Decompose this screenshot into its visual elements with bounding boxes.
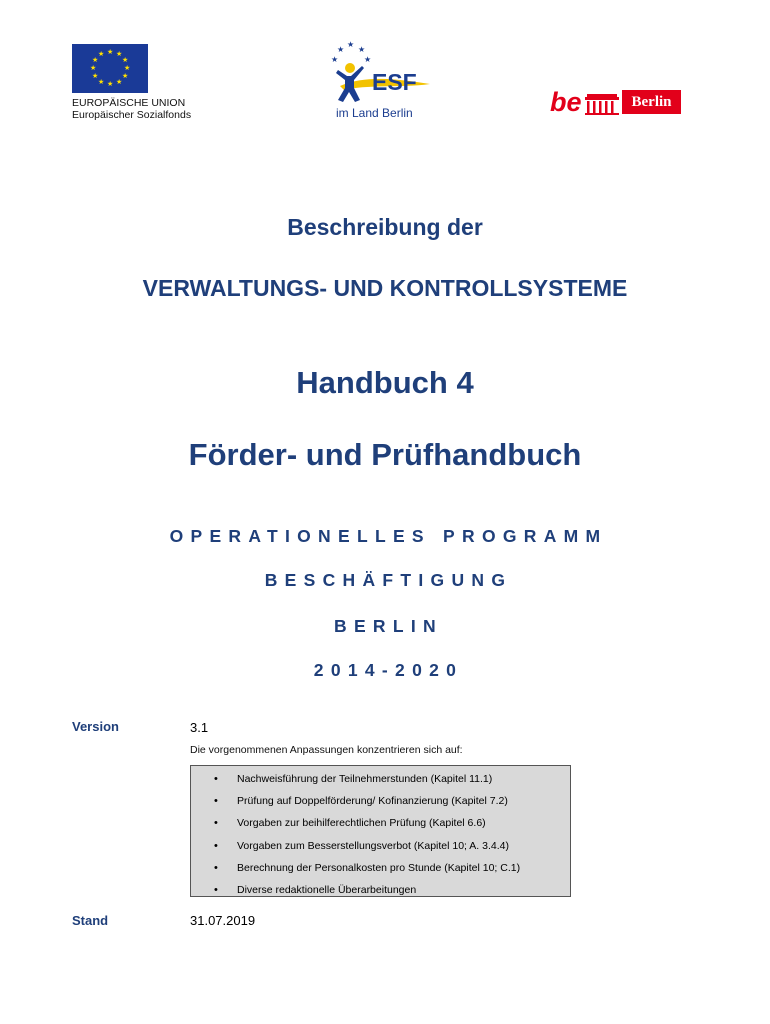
esf-logo [318, 40, 442, 128]
stand-label: Stand [72, 913, 109, 928]
change-text: Vorgaben zur beihilferechtlichen Prüfung (Kapitel 6.6) [237, 817, 486, 830]
svg-text:★: ★ [364, 55, 372, 64]
title-line2: VERWALTUNGS- UND KONTROLLSYSTEME [142, 275, 628, 301]
change-text: Berechnung der Personalkosten pro Stunde (Kapitel 10; C.1) [237, 861, 521, 874]
version-label: Version [72, 719, 119, 734]
version-value: 3.1 [190, 720, 209, 735]
program-period: 2014-2020 [313, 660, 464, 680]
handbook-title: Förder- und Prüfhandbuch [188, 437, 582, 472]
change-text: Diverse redaktionelle Überarbeitungen [237, 883, 417, 896]
eu-logo [72, 44, 242, 121]
program-name: OPERATIONELLES PROGRAMM [169, 526, 608, 546]
version-note: Die vorgenommenen Anpassungen konzentrieren sich auf: [190, 744, 463, 756]
berlin-wordmark: Berlin [622, 90, 681, 114]
list-item [191, 812, 570, 834]
changes-box [190, 765, 571, 897]
bullet-icon: • [214, 795, 218, 808]
change-text: Prüfung auf Doppelförderung/ Kofinanzierung (Kapitel 7.2) [237, 795, 508, 808]
stand-date: 31.07.2019 [190, 913, 256, 928]
svg-text:★: ★ [358, 45, 366, 54]
change-text: Nachweisführung der Teilnehmerstunden (Kapitel 11.1) [237, 773, 493, 785]
eu-logo-line1: EUROPÄISCHE UNION [72, 97, 186, 109]
esf-subtitle: im Land Berlin [336, 106, 413, 120]
svg-text:★: ★ [331, 55, 339, 64]
changes-list [191, 766, 570, 901]
change-text: Vorgaben zum Besserstellungsverbot (Kapitel 10; A. 3.4.4) [237, 839, 509, 852]
esf-wordmark: ESF [372, 69, 417, 95]
program-region: BERLIN [334, 616, 443, 636]
bullet-icon: • [214, 773, 218, 785]
list-item [191, 857, 570, 879]
svg-text:★: ★ [347, 40, 355, 49]
list-item [191, 879, 570, 901]
brandenburg-gate-icon [585, 93, 619, 115]
list-item [191, 768, 570, 790]
bullet-icon: • [214, 861, 218, 874]
eu-flag-icon: ★ ★ ★ ★ ★ ★ ★ ★ ★ ★ ★ ★ [72, 44, 148, 93]
esf-emblem-icon [318, 40, 442, 106]
program-topic: BESCHÄFTIGUNG [264, 570, 513, 590]
bullet-icon: • [214, 839, 218, 852]
svg-text:★: ★ [337, 45, 345, 54]
list-item [191, 790, 570, 812]
list-item [191, 835, 570, 857]
handbook-number: Handbuch 4 [296, 365, 474, 400]
bullet-icon: • [214, 883, 218, 896]
bullet-icon: • [214, 817, 218, 830]
be-mark: be [550, 87, 582, 117]
title-line1: Beschreibung der [287, 214, 483, 240]
eu-logo-line2: Europäischer Sozialfonds [72, 109, 192, 121]
berlin-logo [550, 88, 684, 118]
